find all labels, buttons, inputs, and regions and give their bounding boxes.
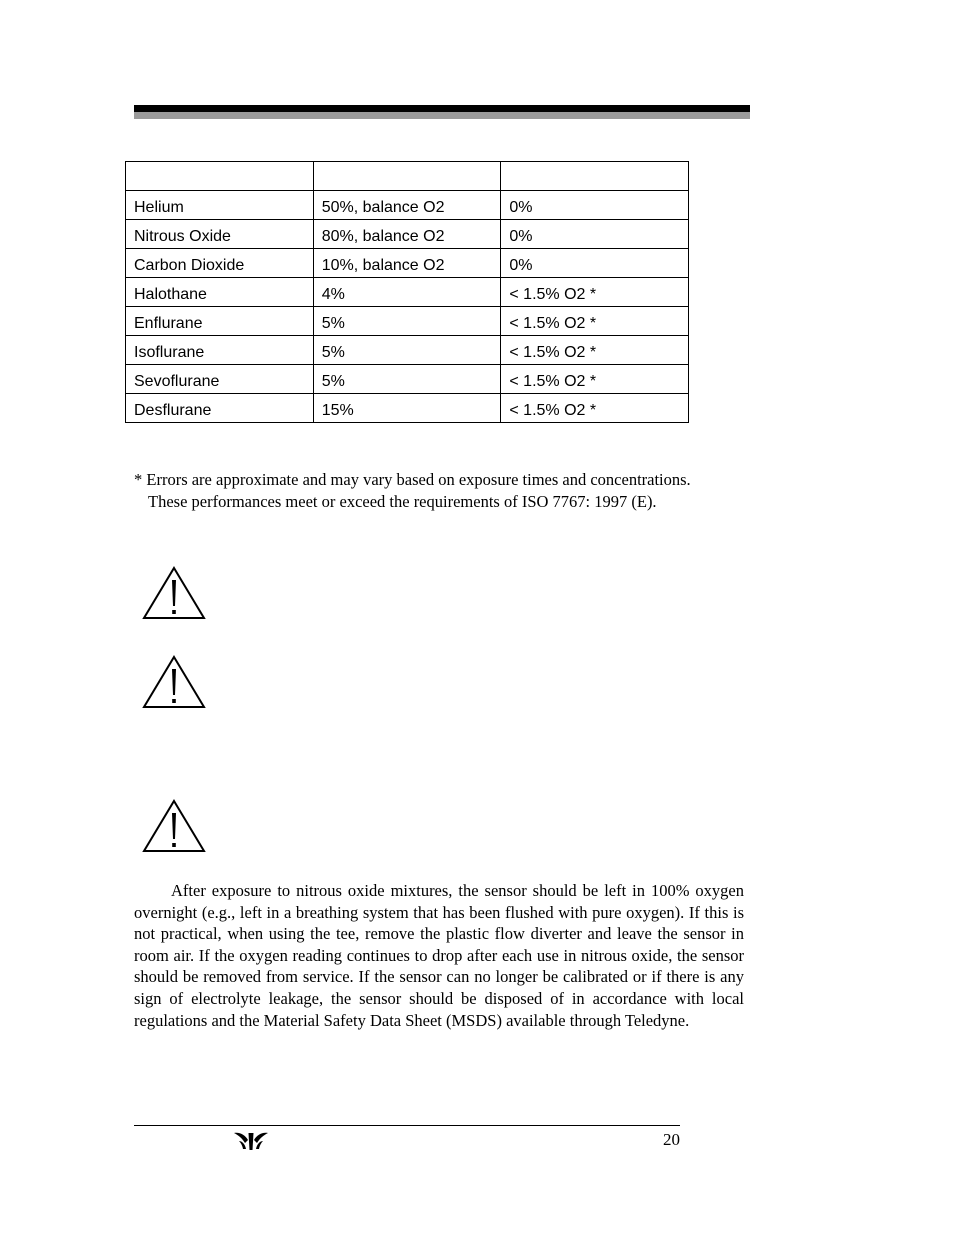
header-rule-gray [134,112,750,119]
gas-name-cell: Helium [126,191,314,220]
gas-name-cell: Enflurane [126,307,314,336]
error-cell: < 1.5% O2 * [501,307,689,336]
table-footnote [134,469,744,513]
concentration-cell: 5% [313,365,501,394]
table-row [126,278,689,307]
nitrous-oxide-exposure-paragraph: After exposure to nitrous oxide mixtures, the sensor should be left in 100% oxygen overnight (e.g., left in a breathing system that has been flushed with pure oxygen). If this is not practical, when using the tee, remove the plastic flow diverter and leave the sensor in room air. If the oxygen reading continues to drop after each use in nitrous oxide, the sensor should be removed from service. If the sensor can no longer be calibrated or if there is any sign of electrolyte leakage, the sensor should be disposed of in accordance with local regulations and the Material Safety Data Sheet (MSDS) available through Teledyne. [134,881,744,1030]
concentration-cell: 50%, balance O2 [313,191,501,220]
gas-name-cell: Nitrous Oxide [126,220,314,249]
table-header-cell [501,162,689,191]
concentration-cell: 5% [313,307,501,336]
table-row [126,307,689,336]
table-header-row [126,162,689,191]
warning-triangle-icon [142,799,206,853]
gas-name-cell: Desflurane [126,394,314,423]
iso-compliance-note: These performances meet or exceed the requirements of ISO 7767: 1997 (E). [148,492,657,511]
concentration-cell: 80%, balance O2 [313,220,501,249]
table-row [126,191,689,220]
page-number: 20 [663,1130,680,1149]
gas-name-cell: Carbon Dioxide [126,249,314,278]
table-row [126,336,689,365]
gas-name-cell: Halothane [126,278,314,307]
warning-triangle-icon [142,566,206,620]
error-cell: < 1.5% O2 * [501,336,689,365]
gas-name-cell: Sevoflurane [126,365,314,394]
error-cell: 0% [501,249,689,278]
concentration-cell: 15% [313,394,501,423]
table-row [126,394,689,423]
concentration-cell: 4% [313,278,501,307]
interfering-gas-table [125,161,689,423]
table-header-cell [126,162,314,191]
error-cell: < 1.5% O2 * [501,278,689,307]
header-rule-black [134,105,750,112]
gas-name-cell: Isoflurane [126,336,314,365]
error-cell: < 1.5% O2 * [501,365,689,394]
table-header-cell [313,162,501,191]
error-cell: 0% [501,220,689,249]
table-row [126,365,689,394]
concentration-cell: 10%, balance O2 [313,249,501,278]
error-cell: < 1.5% O2 * [501,394,689,423]
warning-triangle-icon [142,655,206,709]
footer-rule [134,1125,680,1126]
error-footnote: * Errors are approximate and may vary based on exposure times and concentrations. [134,470,691,489]
teledyne-logo-icon [233,1131,269,1151]
table-row [126,220,689,249]
table-row [126,249,689,278]
concentration-cell: 5% [313,336,501,365]
error-cell: 0% [501,191,689,220]
